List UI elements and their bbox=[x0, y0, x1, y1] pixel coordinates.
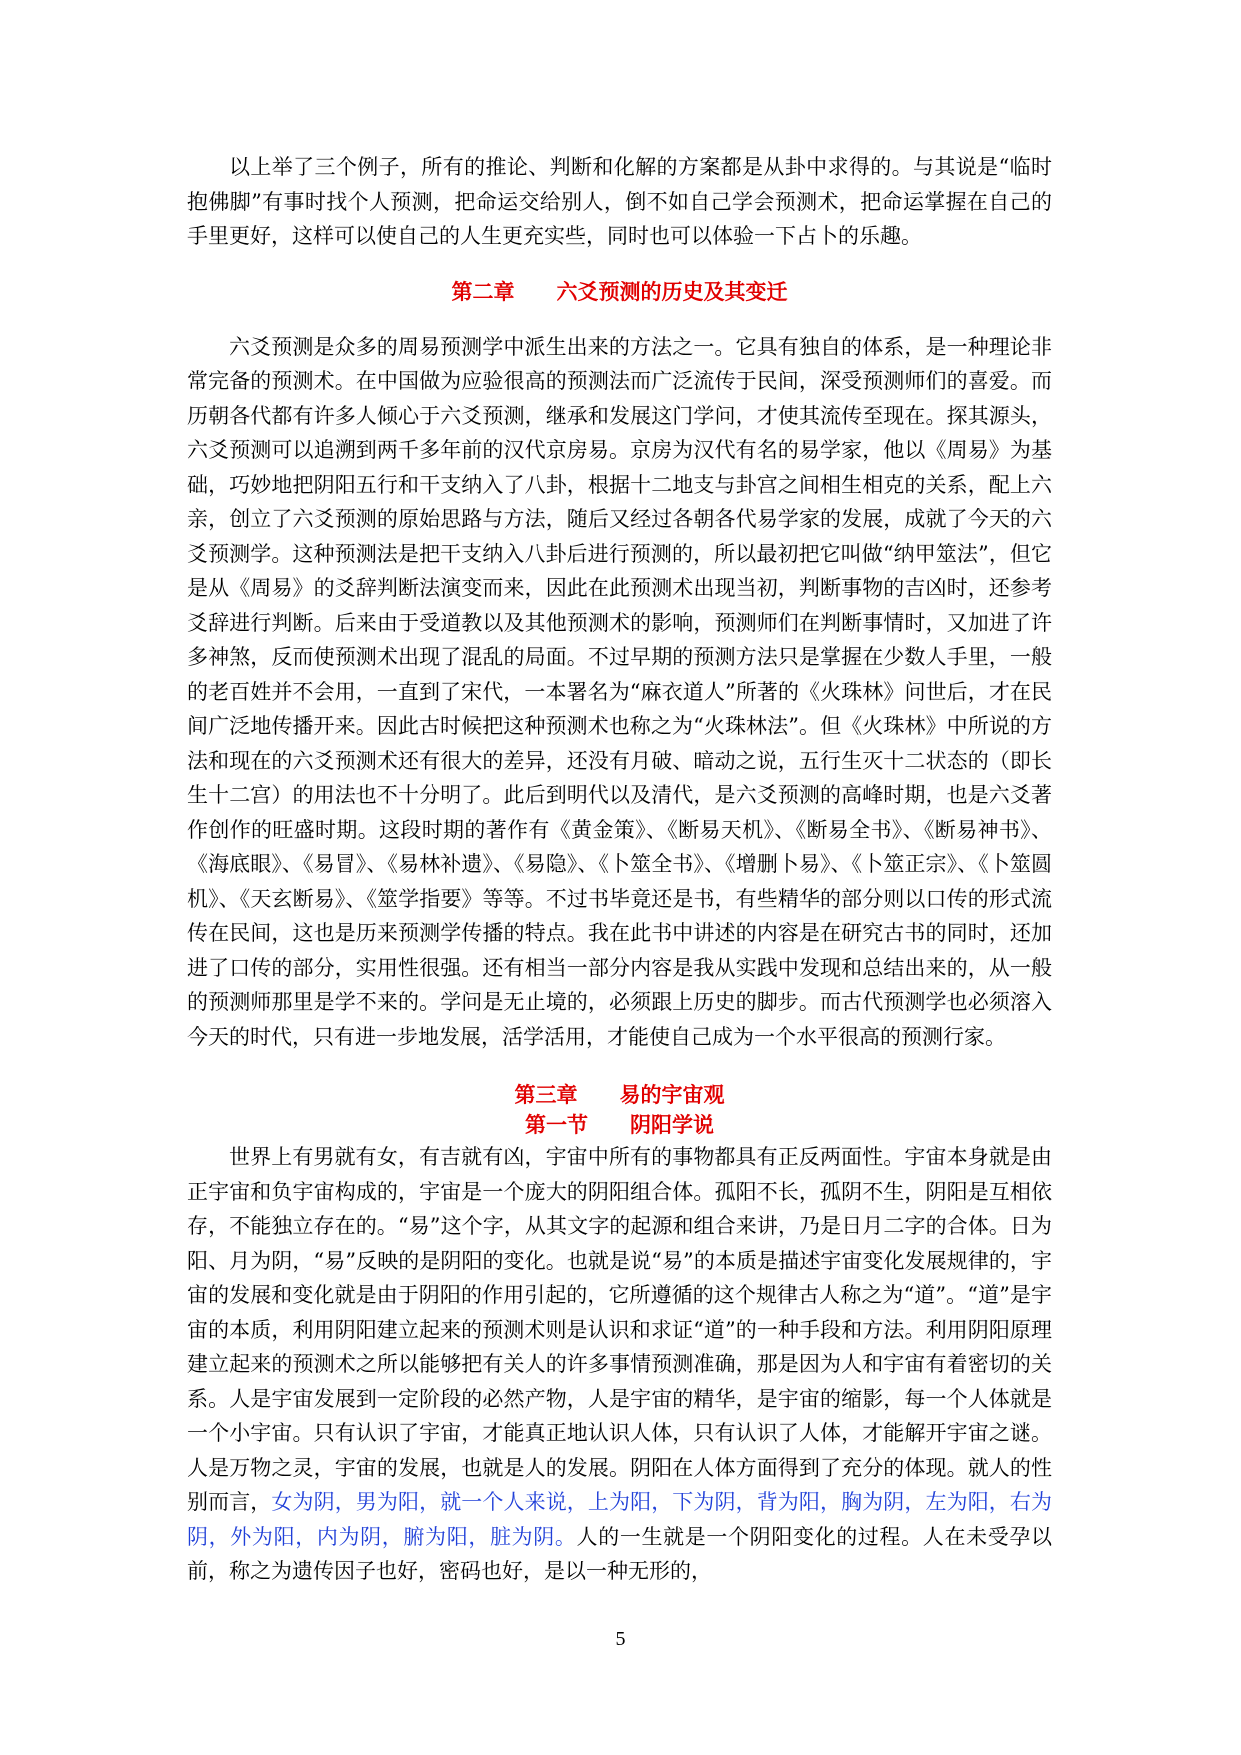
spacer bbox=[187, 254, 1052, 277]
chapter-3-heading bbox=[187, 1080, 1052, 1110]
chapter-2-heading bbox=[187, 277, 1052, 307]
page-content bbox=[187, 150, 1052, 1589]
paragraph-end: 人的一生就是一个阴阳变化的过程。人在未受孕以前，称之为遗传因子也好，密码也好，是以一种无形的， bbox=[187, 1524, 1053, 1583]
highlighted-text: 女为阴，男为阳，就一个人来说，上为阳，下为阴，背为阳，胸为阴，左为阳，右为阴，外为阳，内为阴，腑为阳，脏为阴。 bbox=[187, 1490, 1053, 1549]
spacer bbox=[187, 307, 1052, 330]
chapter-3-number: 第三章 bbox=[514, 1082, 578, 1107]
spacer bbox=[187, 1054, 1052, 1080]
chapter-2-number: 第二章 bbox=[451, 278, 515, 304]
chapter-2-paragraph: 六爻预测是众多的周易预测学中派生出来的方法之一。它具有独自的体系，是一种理论非常完备的预测术。在中国做为应验很高的预测法而广泛流传于民间，深受预测师们的喜爱。而历朝各代都有许多人倾心于六爻预测，继承和发展这门学问，才使其流传至现在。探其源头，六爻预测可以追溯到两千多年前的汉代京房易。京房为汉代有名的易学家，他以《周易》为基础，巧妙地把阴阳五行和干支纳入了八卦，根据十二地支与卦宫之间相生相克的关系，配上六亲，创立了六爻预测的原始思路与方法，随后又经过各朝各代易学家的发展，成就了今天的六爻预测学。这种预测法是把干支纳入八卦后进行预测的，所以最初把它叫做“纳甲筮法”，但它是从《周易》的爻辞判断法演变而来，因此在此预测术出现当初，判断事物的吉凶时，还参考爻辞进行判断。后来由于受道教以及其他预测术的影响，预测师们在判断事情时，又加进了许多神煞，反而使预测术出现了混乱的局面。不过早期的预测方法只是掌握在少数人手里，一般的老百姓并不会用，一直到了宋代，一本署名为“麻衣道人”所著的《火珠林》问世后，才在民间广泛地传播开来。因此古时候把这种预测术也称之为“火珠林法”。但《火珠林》中所说的方法和现在的六爻预测术还有很大的差异，还没有月破、暗动之说，五行生灭十二状态的（即长生十二宫）的用法也不十分明了。此后到明代以及清代，是六爻预测的高峰时期，也是六爻著作创作的旺盛时期。这段时期的著作有《黄金策》、《断易天机》、《断易全书》、《断易神书》、《海底眼》、《易冒》、《易林补遗》、《易隐》、《卜筮全书》、《增删卜易》、《卜筮正宗》、《卜筮圆机》、《天玄断易》、《筮学指要》等等。不过书毕竟还是书，有些精华的部分则以口传的形式流传在民间，这也是历来预测学传播的特点。我在此书中讲述的内容是在研究古书的同时，还加进了口传的部分，实用性很强。还有相当一部分内容是我从实践中发现和总结出来的，从一般的预测师那里是学不来的。学问是无止境的，必须跟上历史的脚步。而古代预测学也必须溶入今天的时代，只有进一步地发展，活学活用，才能使自己成为一个水平很高的预测行家。 bbox=[187, 334, 1052, 1049]
page-number: 5 bbox=[615, 1628, 626, 1650]
chapter-2-title: 六爻预测的历史及其变迁 bbox=[556, 278, 788, 304]
intro-paragraph: 以上举了三个例子，所有的推论、判断和化解的方案都是从卦中求得的。与其说是“临时抱佛脚”有事时找个人预测，把命运交给别人，倒不如自己学会预测术，把命运掌握在自己的手里更好，这样可以使自己的人生更充实些，同时也可以体验一下占卜的乐趣。 bbox=[187, 155, 1052, 248]
chapter-3-paragraph bbox=[187, 1140, 1052, 1589]
section-1-heading bbox=[187, 1110, 1052, 1140]
chapter-3-title: 易的宇宙观 bbox=[619, 1082, 725, 1107]
section-1-title: 阴阳学说 bbox=[630, 1112, 714, 1137]
section-1-number: 第一节 bbox=[525, 1112, 588, 1137]
paragraph-start: 世界上有男就有女，有吉就有凶，宇宙中所有的事物都具有正反两面性。宇宙本身就是由正宇宙和负宇宙构成的，宇宙是一个庞大的阴阳组合体。孤阳不长，孤阴不生，阴阳是互相依存，不能独立存在的。“易”这个字，从其文字的起源和组合来讲，乃是日月二字的合体。日为阳、月为阴，“易”反映的是阴阳的变化。也就是说“易”的本质是描述宇宙变化发展规律的，宇宙的发展和变化就是由于阴阳的作用引起的，它所遵循的这个规律古人称之为“道”。“道”是宇宙的本质，利用阴阳建立起来的预测术则是认识和求证“道”的一种手段和方法。利用阴阳原理建立起来的预测术之所以能够把有关人的许多事情预测准确，那是因为人和宇宙有着密切的关系。人是宇宙发展到一定阶段的必然产物，人是宇宙的精华，是宇宙的缩影，每一个人体就是一个小宇宙。只有认识了宇宙，才能真正地认识人体，只有认识了人体，才能解开宇宙之谜。人是万物之灵，宇宙的发展，也就是人的发展。阴阳在人体方面得到了充分的体现。就人的性别而言， bbox=[187, 1145, 1052, 1514]
